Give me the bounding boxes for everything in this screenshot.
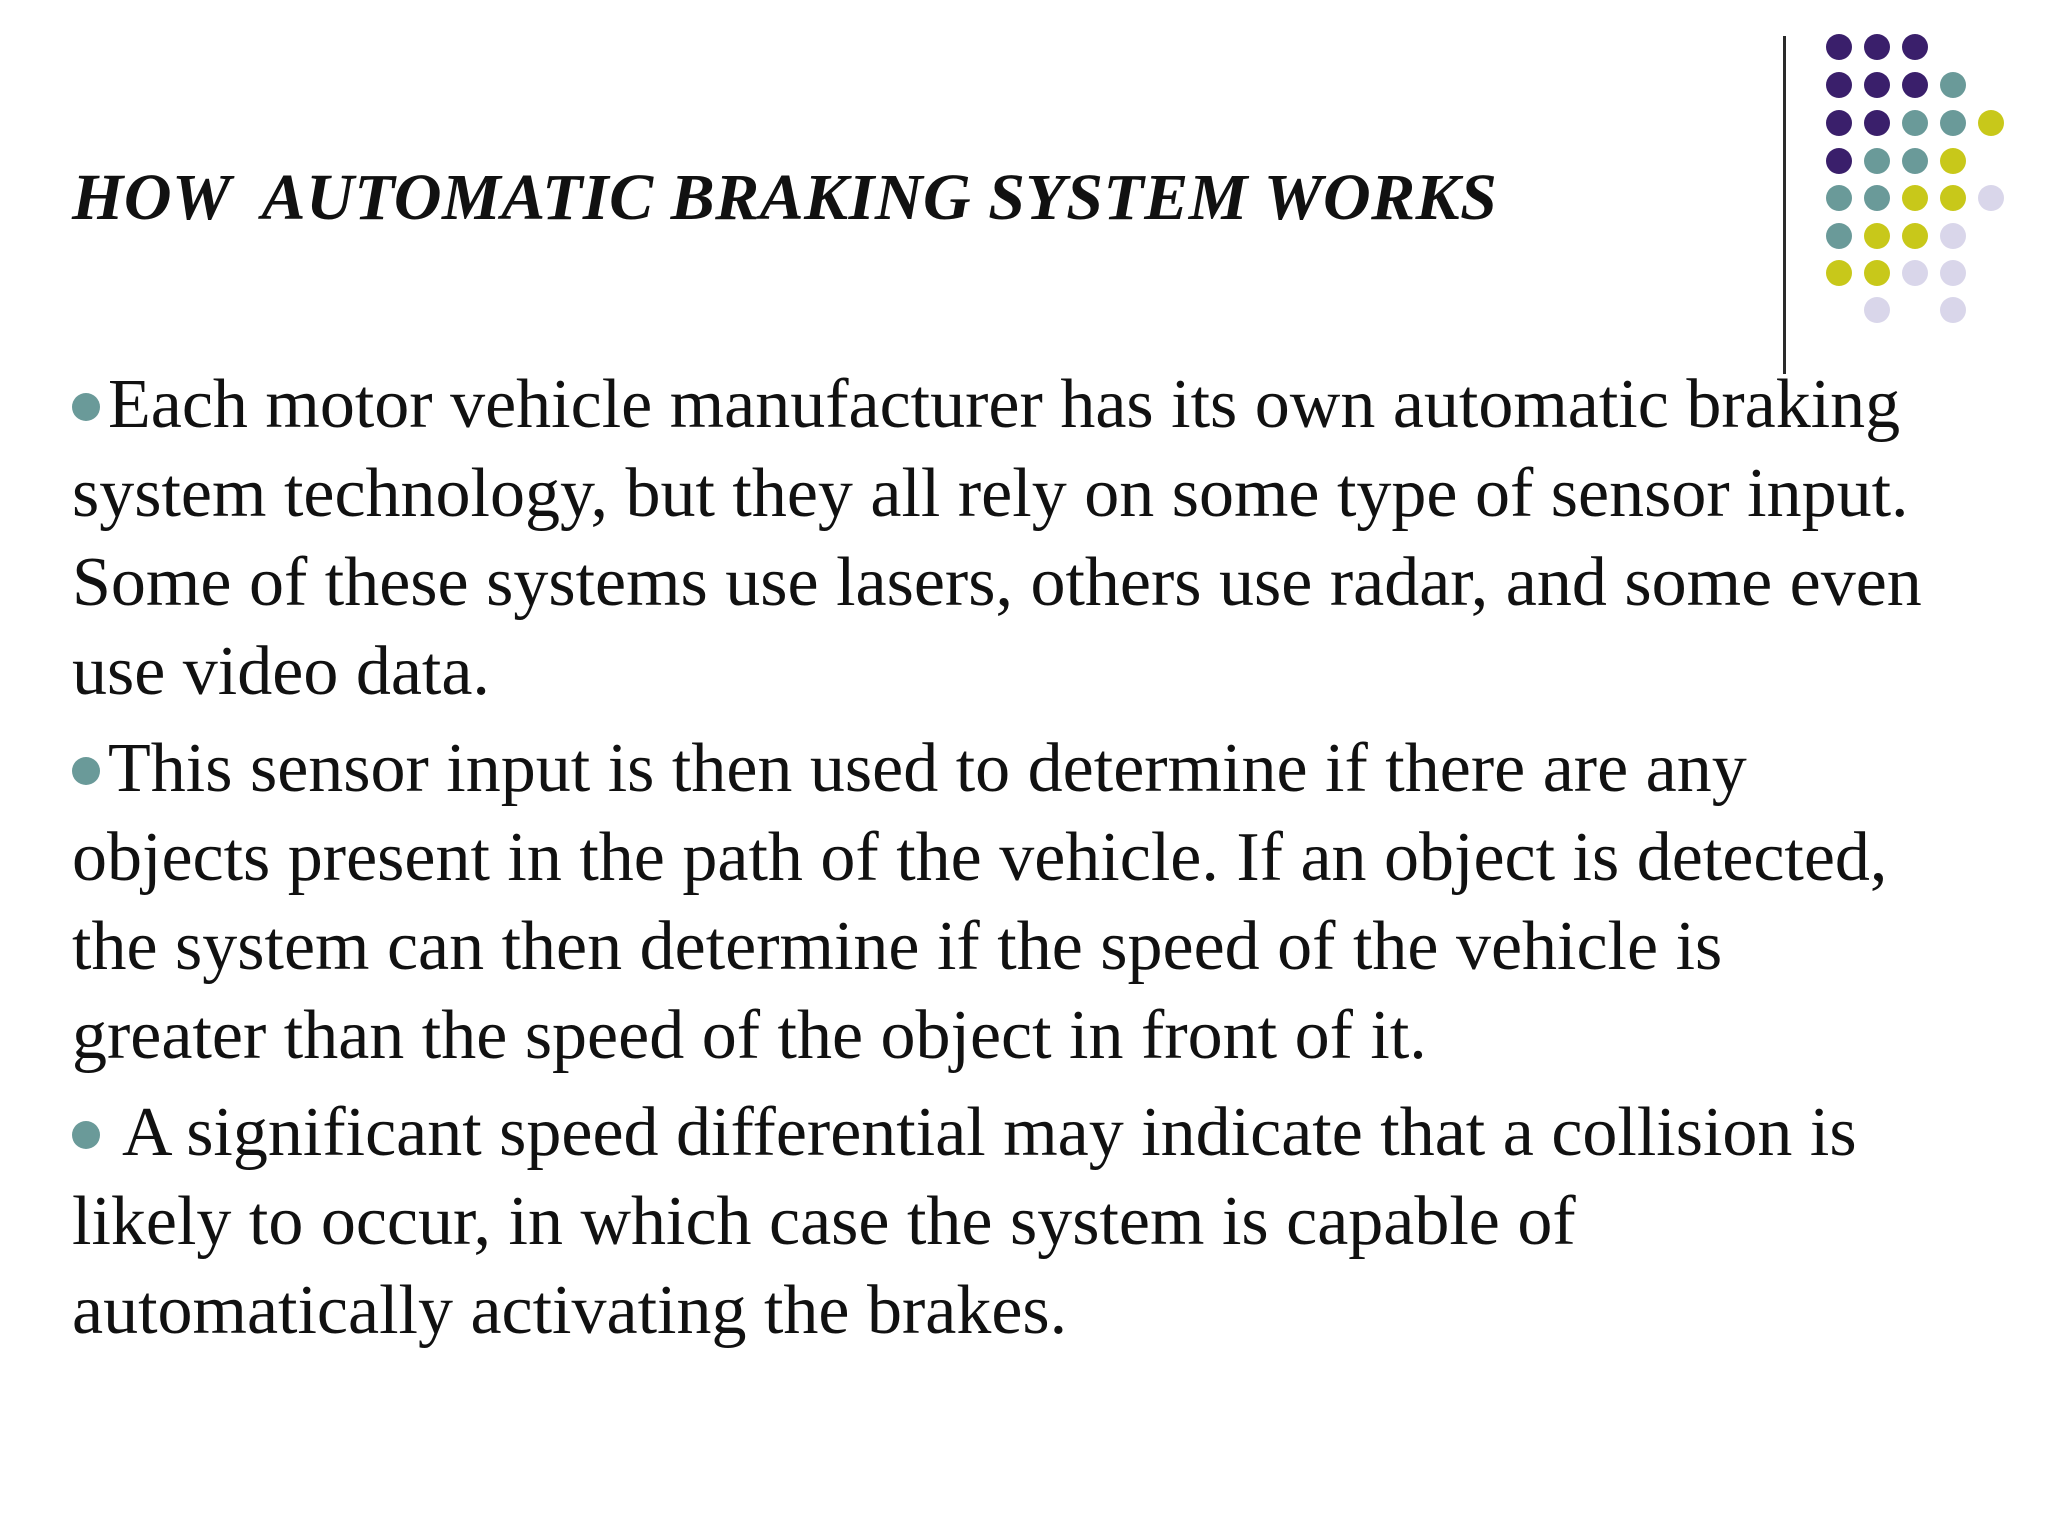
decorative-dot	[1940, 297, 1966, 323]
decorative-dot	[1940, 148, 1966, 174]
decorative-dot	[1940, 185, 1966, 211]
bullet-item	[72, 1088, 1932, 1355]
decorative-dot	[1902, 223, 1928, 249]
bullet-dot-icon	[72, 393, 100, 421]
bullet-list	[72, 360, 1932, 1363]
bullet-text: This sensor input is then used to determine if there are any objects present in the path of the vehicle. If an object is detected, the system can then determine if the speed of the vehicle is greater than the speed of the object in front of it.	[72, 730, 1888, 1074]
decorative-dot	[1940, 72, 1966, 98]
decorative-dot	[1940, 110, 1966, 136]
decorative-dot	[1826, 223, 1852, 249]
decorative-dot	[1826, 148, 1852, 174]
decorative-dot	[1902, 110, 1928, 136]
bullet-item	[72, 360, 1932, 716]
decorative-dot	[1826, 185, 1852, 211]
decorative-dot	[1902, 148, 1928, 174]
decorative-dot	[1940, 223, 1966, 249]
decorative-dot	[1864, 223, 1890, 249]
decorative-dot	[1826, 110, 1852, 136]
decorative-dot	[1864, 185, 1890, 211]
decorative-dot	[1902, 72, 1928, 98]
decorative-dot	[1864, 34, 1890, 60]
decorative-dot	[1864, 72, 1890, 98]
decorative-dot	[1978, 185, 2004, 211]
decorative-dot	[1864, 297, 1890, 323]
bullet-text: Each motor vehicle manufacturer has its own automatic braking system technology, but they all rely on some type of sensor input. Some of these systems use lasers, others use radar, and some even use video data.	[72, 366, 1922, 710]
vertical-divider	[1783, 36, 1786, 374]
decorative-dot	[1902, 260, 1928, 286]
slide-title: HOW AUTOMATIC BRAKING SYSTEM WORKS	[72, 161, 1498, 234]
decorative-dot	[1826, 72, 1852, 98]
decorative-dot	[1940, 260, 1966, 286]
decorative-dot	[1826, 260, 1852, 286]
bullet-text: A significant speed differential may indicate that a collision is likely to occur, in which case the system is capable of automatically activating the brakes.	[72, 1094, 1857, 1349]
decorative-dot	[1902, 34, 1928, 60]
bullet-dot-icon	[72, 1121, 100, 1149]
decorative-dot	[1978, 110, 2004, 136]
decorative-dot	[1864, 148, 1890, 174]
bullet-item	[72, 724, 1932, 1080]
decorative-dot	[1902, 185, 1928, 211]
decorative-dot	[1864, 110, 1890, 136]
decorative-dot	[1826, 34, 1852, 60]
bullet-dot-icon	[72, 757, 100, 785]
decorative-dot	[1864, 260, 1890, 286]
